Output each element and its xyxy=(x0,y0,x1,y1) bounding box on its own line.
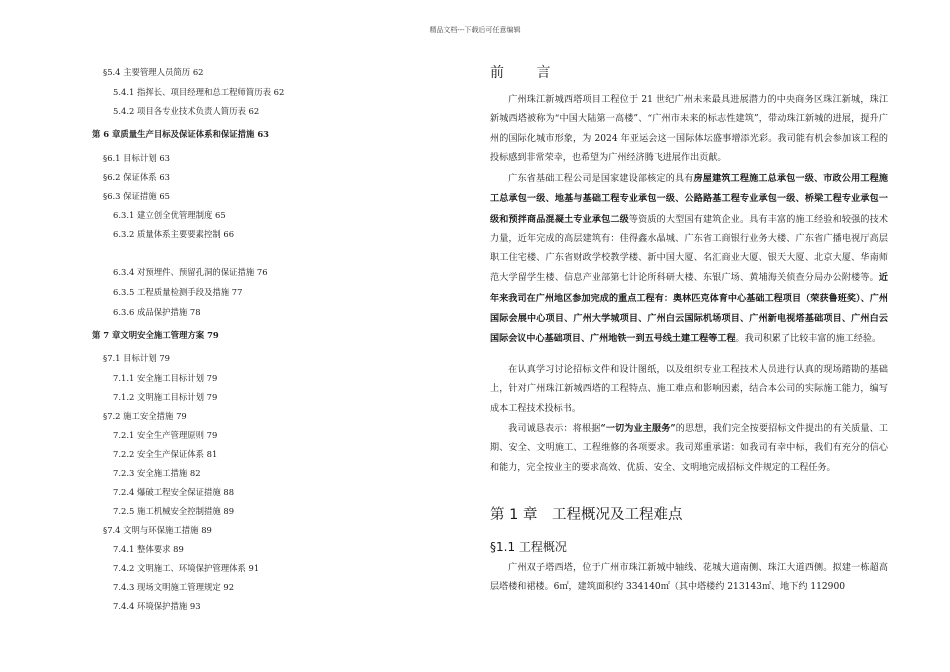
chapter-1-paragraph-1: 广州双子塔西塔，位于广州市珠江新城中轴线、花城大道南侧、珠江大道西侧。拟建一栋超高层塔楼和裙楼。6㎡，建筑面积约 334140㎡（其中塔楼约 213143㎡、地下约 112900 xyxy=(490,563,888,593)
page-header: 精品文档---下载后可任意编辑 xyxy=(429,26,521,34)
chapter-1-title: 第 1 章 工程概况及工程难点 xyxy=(490,507,683,523)
toc-entry: §7.4 文明与环保施工措施 89 xyxy=(103,525,212,535)
toc-entry: 7.2.2 安全生产保证体系 81 xyxy=(113,449,218,459)
toc-entry: §6.1 目标计划 63 xyxy=(103,153,170,163)
toc-entry: 7.2.1 安全生产管理原则 79 xyxy=(113,430,218,440)
qualification-text: 房屋建筑工程施工总承包一级、市政公用工程施工总承包一级、地基与基础工程专业承包一级、公路路基工程专业承包一级、桥梁工程专业承包一级和预拌商品混凝土专业承包二级 xyxy=(490,173,888,225)
preface-paragraph-1: 广州珠江新城西塔项目工程位于 21 世纪广州未来最具进展潜力的中央商务区珠江新城，珠江新城西塔被称为“中国大陆第一高楼”、“广州市未来的标志性建筑”，带动珠江新城的进展，提升广州的国际化城市形象，为 2024 年亚运会这一国际体坛盛事增添光彩。我司能有机会参加该工程的投标感到非常荣幸，也希望为广州经济腾飞进展作出贡献。 xyxy=(490,95,888,163)
toc-entry: 7.1.1 安全施工目标计划 79 xyxy=(113,373,218,383)
toc-entry: 第 7 章文明安全施工管理方案 79 xyxy=(92,330,219,340)
toc-entry: 6.3.1 建立创全优管理制度 65 xyxy=(113,210,226,220)
toc-entry: 7.2.4 爆破工程安全保证措施 88 xyxy=(113,487,235,497)
toc-entry: 6.3.6 成品保护措施 78 xyxy=(113,307,201,317)
toc-entry: 6.3.4 对预埋件、预留孔洞的保证措施 76 xyxy=(113,267,268,277)
toc-entry: 7.4.2 文明施工、环境保护管理体系 91 xyxy=(113,563,260,573)
preface-paragraph-2: 广东省基础工程公司是国家建设部核定的具有房屋建筑工程施工总承包一级、市政公用工程施工总承包一级、地基与基础工程专业承包一级、公路路基工程专业承包一级、桥梁工程专业承包一级和预拌商品混凝土专业承包二级等资质的大型国有建筑企业。具有丰富的施工经验和较强的技术力量，近年完成的高层建筑有：佳得鑫水晶城、广东省工商银行业务大楼、广东省广播电视厅高层职工住宅楼、广东省财政学校教学楼、新中国大厦、名汇商业大厦、银天大厦、北京大厦、华南师范大学留学生楼、信息产业部第七计论所科研大楼、东银广场、黄埔海关侦查分局办公附楼等。近年来我司在广州地区参加完成的重点工程有：奥林匹克体育中心基础工程项目（荣获鲁班奖）、广州国际会展中心项目、广州大学城项目、广州白云国际机场项目、广州新电视塔基础项目、广州白云国际会议中心基础项目、广州地铁一到五号线土建工程等工程。我司积累了比较丰富的施工经验。 xyxy=(490,173,888,345)
toc-entry: §7.2 施工安全措施 79 xyxy=(103,411,187,421)
toc-entry: 7.4.1 整体要求 89 xyxy=(113,544,184,554)
preface-paragraph-3: 在认真学习讨论招标文件和设计图纸，以及组织专业工程技术人员进行认真的现场踏勘的基础上，针对广州珠江新城西塔的工程特点、施工难点和影响因素，结合本公司的实际施工能力，编写成本工程技术投标书。 xyxy=(490,365,888,414)
preface-paragraph-4: 我司诚恳表示：将根据“一切为业主服务”的思想，我们完全按要招标文件提出的有关质量、工期、安全、文明施工、工程维修的各项要求。我司郑重承诺：如我司有幸中标，我们有充分的信心和能力，完全按业主的要求高效、优质、安全、文明地完成招标文件规定的工程任务。 xyxy=(490,423,888,473)
toc-entry: §5.4 主要管理人员简历 62 xyxy=(103,67,204,77)
toc-entry: 5.4.1 指挥长、项目经理和总工程师简历表 62 xyxy=(113,87,285,97)
toc-entry: 5.4.2 项目各专业技术负责人简历表 62 xyxy=(113,106,260,116)
toc-entry: 6.3.5 工程质量检测手段及措施 77 xyxy=(113,287,243,297)
toc-entry: §7.1 目标计划 79 xyxy=(103,353,170,363)
toc-entry: 6.3.2 质量体系主要要素控制 66 xyxy=(113,229,235,239)
toc-entry: §6.2 保证体系 63 xyxy=(103,172,170,182)
toc-entry: 7.2.3 安全施工措施 82 xyxy=(113,468,201,478)
preface-title: 前 言 xyxy=(490,65,565,81)
toc-entry: §6.3 保证措施 65 xyxy=(103,191,170,201)
toc-entry: 7.4.4 环境保护措施 93 xyxy=(113,601,201,611)
key-projects-text: 近年来我司在广州地区参加完成的重点工程有：奥林匹克体育中心基础工程项目（荣获鲁班奖）、广州国际会展中心项目、广州大学城项目、广州白云国际机场项目、广州新电视塔基础项目、广州白云国际会议中心基础项目、广州地铁一到五号线土建工程等工程 xyxy=(490,272,888,345)
toc-entry: 7.4.3 现场文明施工管理规定 92 xyxy=(113,582,235,592)
toc-entry: 第 6 章质量生产目标及保证体系和保证措施 63 xyxy=(92,129,269,139)
section-1-1-title: §1.1 工程概况 xyxy=(490,540,567,554)
toc-entry: 7.2.5 施工机械安全控制措施 89 xyxy=(113,506,235,516)
toc-entry: 7.1.2 文明施工目标计划 79 xyxy=(113,392,218,402)
service-motto: “一切为业主服务” xyxy=(600,423,676,434)
